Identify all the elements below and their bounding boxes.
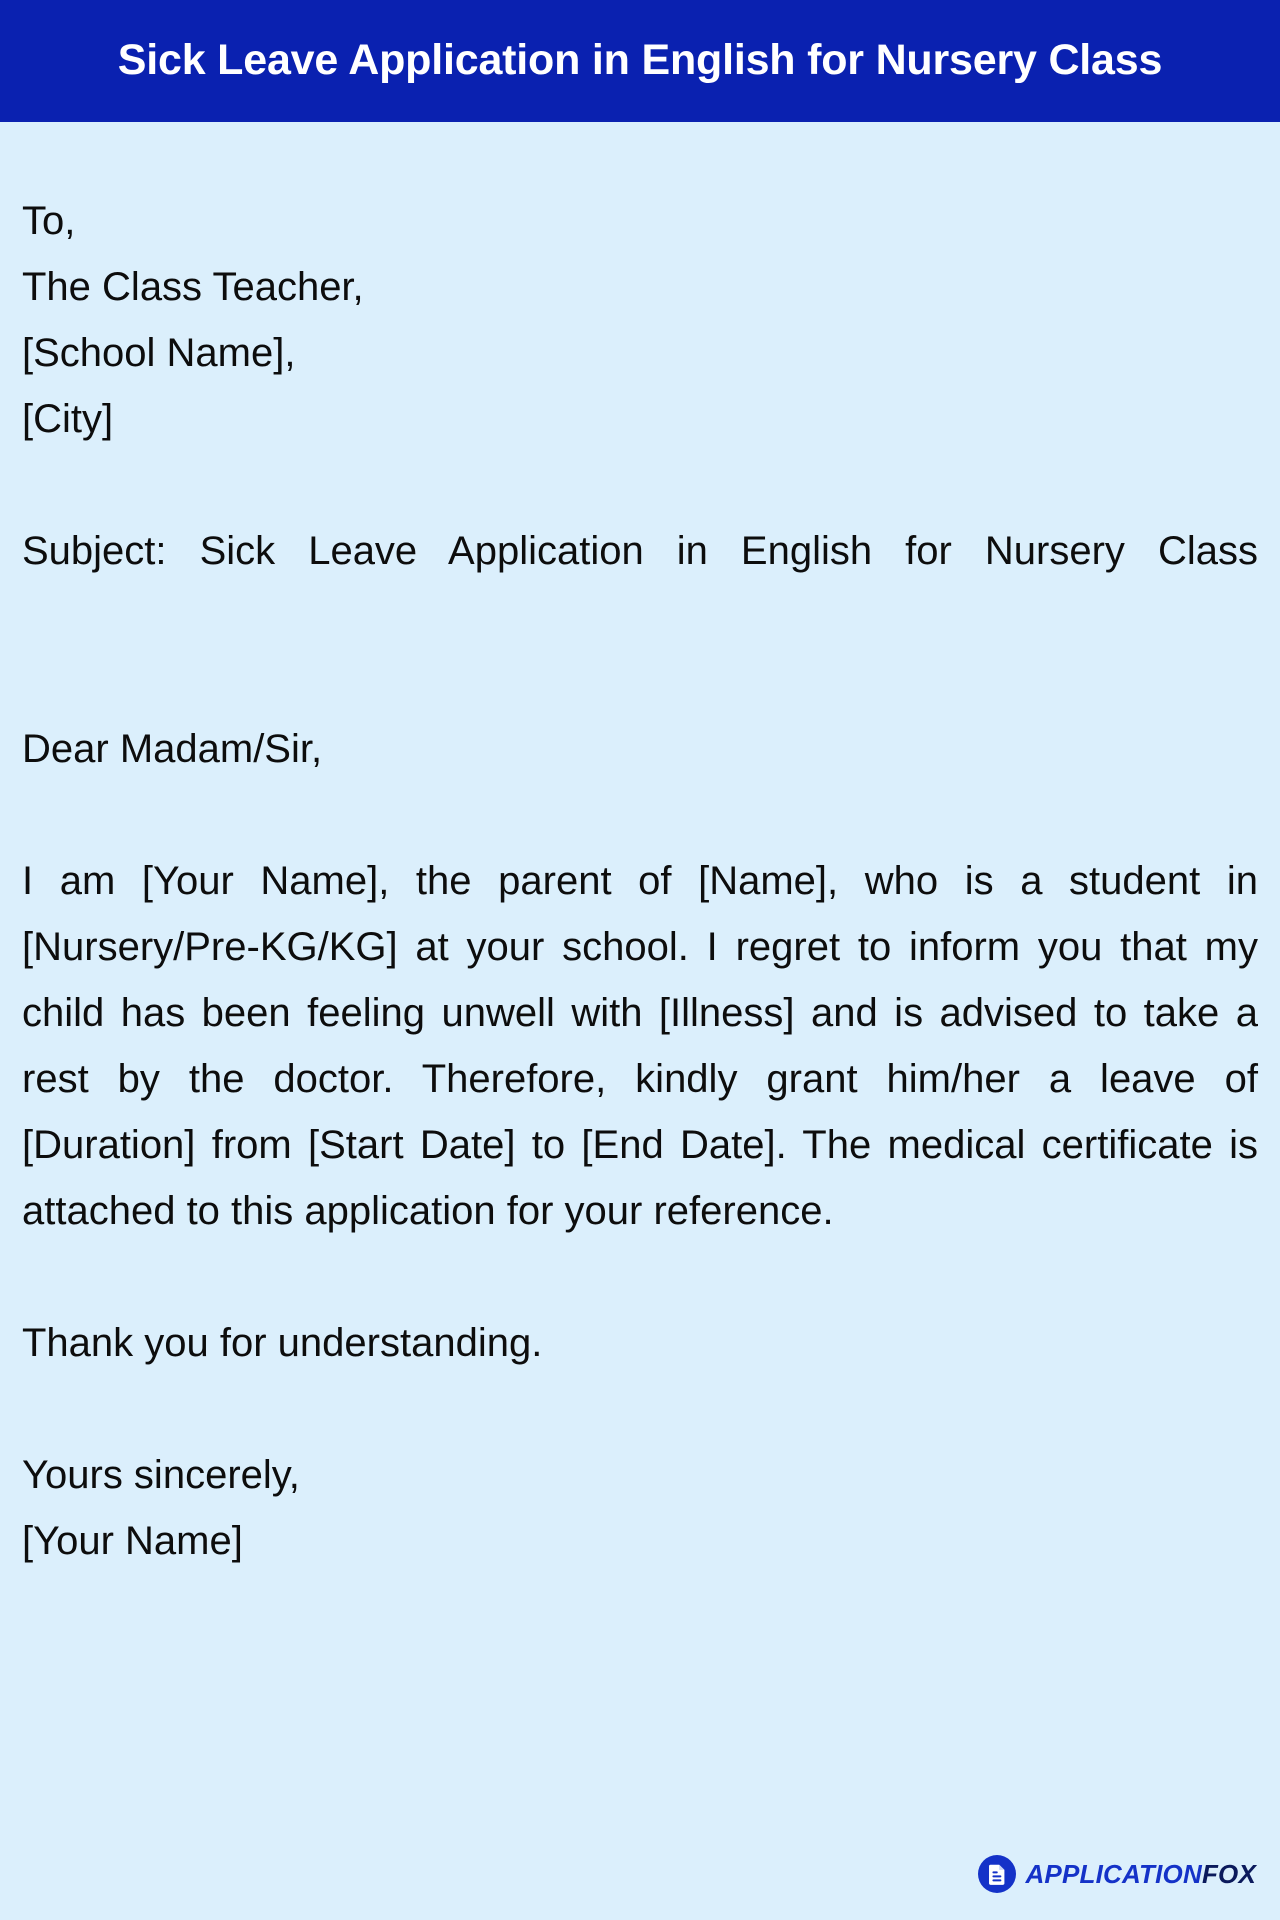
recipient-block xyxy=(22,188,1258,452)
recipient-line-school: [School Name], xyxy=(22,331,296,375)
recipient-line-city: [City] xyxy=(22,397,114,441)
recipient-line-teacher: The Class Teacher, xyxy=(22,265,364,309)
header-bar xyxy=(0,0,1280,122)
closing-line-sincerely: Yours sincerely, xyxy=(22,1453,300,1497)
spacer-after-greeting xyxy=(22,782,1258,848)
page-title: Sick Leave Application in English for Nursery Class xyxy=(117,36,1163,85)
brand-wordmark xyxy=(1025,1861,1256,1887)
body-paragraph: I am [Your Name], the parent of [Name], who is a student in [Nursery/Pre-KG/KG] at your school. I regret to inform you that my child has been feeling unwell with [Illness] and is advised to take a rest by the doctor. Therefore, kindly grant him/her a leave of [Duration] from [Start Date] to [End Date]. The medical certificate is attached to this application for your reference. xyxy=(22,859,1258,1233)
spacer-after-thanks xyxy=(22,1376,1258,1442)
recipient-line-to: To, xyxy=(22,199,76,243)
brand-name-secondary: FOX xyxy=(1201,1859,1256,1889)
greeting-line: Dear Madam/Sir, xyxy=(22,727,323,771)
spacer-after-subject xyxy=(22,650,1258,716)
subject-line: Subject: Sick Leave Application in English for Nursery Class xyxy=(22,529,1258,573)
closing-block xyxy=(22,1442,1258,1574)
spacer-after-recipient xyxy=(22,452,1258,518)
closing-line-name: [Your Name] xyxy=(22,1519,243,1563)
document-icon xyxy=(978,1855,1016,1893)
thanks-line: Thank you for understanding. xyxy=(22,1321,543,1365)
brand-logo xyxy=(978,1854,1256,1894)
letter-body xyxy=(0,122,1280,1920)
spacer-after-body xyxy=(22,1244,1258,1310)
brand-name-primary: APPLICATION xyxy=(1025,1859,1202,1889)
